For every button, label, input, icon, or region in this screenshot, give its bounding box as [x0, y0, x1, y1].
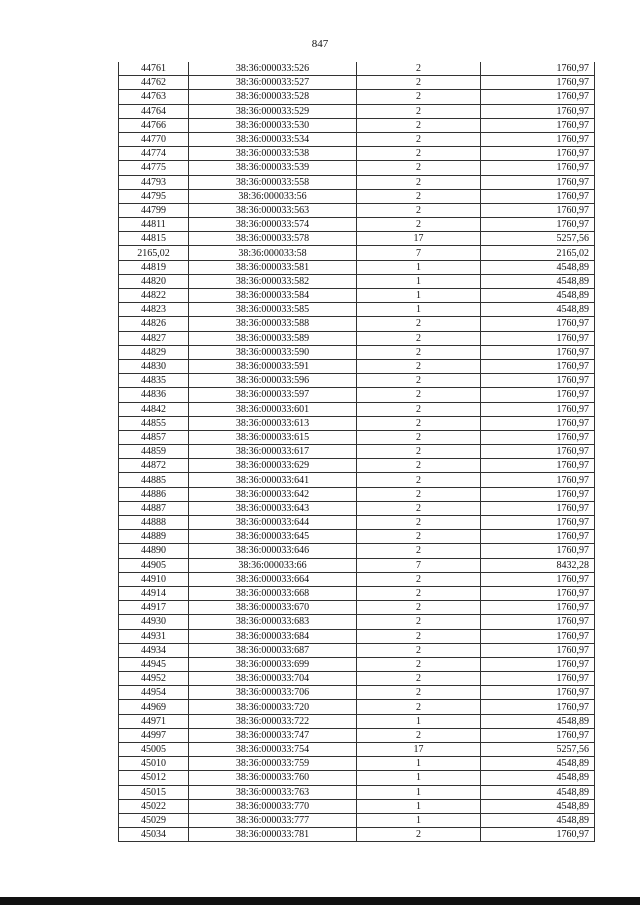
value-cell: 1760,97 — [481, 601, 595, 615]
table-row — [119, 445, 595, 459]
record-number-cell: 45015 — [119, 785, 189, 799]
count-cell: 2 — [357, 161, 481, 175]
value-cell: 1760,97 — [481, 657, 595, 671]
value-cell: 4548,89 — [481, 785, 595, 799]
record-number-cell: 44842 — [119, 402, 189, 416]
record-number-cell: 45005 — [119, 743, 189, 757]
table-row — [119, 686, 595, 700]
cadastral-number-cell: 38:36:000033:528 — [189, 90, 357, 104]
value-cell: 1760,97 — [481, 161, 595, 175]
table-row — [119, 572, 595, 586]
value-cell: 1760,97 — [481, 459, 595, 473]
value-cell: 1760,97 — [481, 586, 595, 600]
cadastral-number-cell: 38:36:000033:534 — [189, 132, 357, 146]
cadastral-number-cell: 38:36:000033:527 — [189, 76, 357, 90]
record-number-cell: 44764 — [119, 104, 189, 118]
count-cell: 1 — [357, 771, 481, 785]
value-cell: 1760,97 — [481, 430, 595, 444]
value-cell: 1760,97 — [481, 104, 595, 118]
cadastral-number-cell: 38:36:000033:643 — [189, 501, 357, 515]
record-number-cell: 44830 — [119, 359, 189, 373]
cadastral-number-cell: 38:36:000033:645 — [189, 530, 357, 544]
table-row — [119, 203, 595, 217]
cadastral-number-cell: 38:36:000033:777 — [189, 813, 357, 827]
value-cell: 1760,97 — [481, 147, 595, 161]
table-row — [119, 459, 595, 473]
value-cell: 1760,97 — [481, 445, 595, 459]
cadastral-number-cell: 38:36:000033:585 — [189, 303, 357, 317]
table-row — [119, 828, 595, 842]
value-cell: 1760,97 — [481, 572, 595, 586]
count-cell: 2 — [357, 402, 481, 416]
value-cell: 1760,97 — [481, 175, 595, 189]
table-row — [119, 175, 595, 189]
cadastral-number-cell: 38:36:000033:747 — [189, 728, 357, 742]
cadastral-number-cell: 38:36:000033:581 — [189, 260, 357, 274]
count-cell: 2 — [357, 203, 481, 217]
table-row — [119, 601, 595, 615]
count-cell: 1 — [357, 757, 481, 771]
value-cell: 1760,97 — [481, 672, 595, 686]
record-number-cell: 44945 — [119, 657, 189, 671]
record-number-cell: 44823 — [119, 303, 189, 317]
value-cell: 1760,97 — [481, 388, 595, 402]
cadastral-number-cell: 38:36:000033:641 — [189, 473, 357, 487]
cadastral-number-cell: 38:36:000033:578 — [189, 232, 357, 246]
table-row — [119, 813, 595, 827]
table-row — [119, 643, 595, 657]
count-cell: 2 — [357, 430, 481, 444]
value-cell: 1760,97 — [481, 544, 595, 558]
table-row — [119, 161, 595, 175]
table-row — [119, 289, 595, 303]
count-cell: 2 — [357, 104, 481, 118]
cadastral-number-cell: 38:36:000033:617 — [189, 445, 357, 459]
cadastral-number-cell: 38:36:000033:670 — [189, 601, 357, 615]
record-number-cell: 44914 — [119, 586, 189, 600]
record-number-cell: 44811 — [119, 218, 189, 232]
count-cell: 2 — [357, 359, 481, 373]
record-number-cell: 44770 — [119, 132, 189, 146]
value-cell: 1760,97 — [481, 416, 595, 430]
count-cell: 2 — [357, 601, 481, 615]
value-cell: 1760,97 — [481, 501, 595, 515]
cadastral-number-cell: 38:36:000033:704 — [189, 672, 357, 686]
table-row — [119, 232, 595, 246]
table-row — [119, 274, 595, 288]
count-cell: 2 — [357, 118, 481, 132]
value-cell: 8432,28 — [481, 558, 595, 572]
cadastral-number-cell: 38:36:000033:613 — [189, 416, 357, 430]
cadastral-number-cell: 38:36:000033:687 — [189, 643, 357, 657]
table-row — [119, 799, 595, 813]
table-row — [119, 345, 595, 359]
value-cell: 2165,02 — [481, 246, 595, 260]
table-row — [119, 260, 595, 274]
cadastral-number-cell: 38:36:000033:683 — [189, 615, 357, 629]
value-cell: 1760,97 — [481, 516, 595, 530]
cadastral-number-cell: 38:36:000033:56 — [189, 189, 357, 203]
count-cell: 2 — [357, 544, 481, 558]
cadastral-number-cell: 38:36:000033:699 — [189, 657, 357, 671]
record-number-cell: 44763 — [119, 90, 189, 104]
table-row — [119, 615, 595, 629]
record-number-cell: 44888 — [119, 516, 189, 530]
cadastral-number-cell: 38:36:000033:58 — [189, 246, 357, 260]
cadastral-number-cell: 38:36:000033:668 — [189, 586, 357, 600]
cadastral-number-cell: 38:36:000033:591 — [189, 359, 357, 373]
data-table-container — [118, 62, 594, 842]
count-cell: 2 — [357, 657, 481, 671]
record-number-cell: 45010 — [119, 757, 189, 771]
count-cell: 2 — [357, 445, 481, 459]
table-row — [119, 374, 595, 388]
value-cell: 4548,89 — [481, 274, 595, 288]
table-row — [119, 62, 595, 76]
count-cell: 2 — [357, 629, 481, 643]
table-row — [119, 757, 595, 771]
value-cell: 1760,97 — [481, 487, 595, 501]
table-row — [119, 402, 595, 416]
record-number-cell: 44822 — [119, 289, 189, 303]
count-cell: 2 — [357, 62, 481, 76]
record-number-cell: 44885 — [119, 473, 189, 487]
record-number-cell: 44930 — [119, 615, 189, 629]
value-cell: 1760,97 — [481, 473, 595, 487]
value-cell: 1760,97 — [481, 90, 595, 104]
count-cell: 1 — [357, 289, 481, 303]
cadastral-number-cell: 38:36:000033:615 — [189, 430, 357, 444]
table-row — [119, 90, 595, 104]
table-row — [119, 714, 595, 728]
count-cell: 2 — [357, 416, 481, 430]
record-number-cell: 44859 — [119, 445, 189, 459]
table-row — [119, 331, 595, 345]
count-cell: 2 — [357, 700, 481, 714]
record-number-cell: 44969 — [119, 700, 189, 714]
record-number-cell: 44835 — [119, 374, 189, 388]
record-number-cell: 44815 — [119, 232, 189, 246]
record-number-cell: 44855 — [119, 416, 189, 430]
record-number-cell: 44971 — [119, 714, 189, 728]
count-cell: 1 — [357, 303, 481, 317]
table-row — [119, 104, 595, 118]
value-cell: 1760,97 — [481, 203, 595, 217]
count-cell: 1 — [357, 785, 481, 799]
count-cell: 2 — [357, 132, 481, 146]
table-row — [119, 303, 595, 317]
cadastral-number-cell: 38:36:000033:754 — [189, 743, 357, 757]
cadastral-number-cell: 38:36:000033:706 — [189, 686, 357, 700]
record-number-cell: 44997 — [119, 728, 189, 742]
cadastral-number-cell: 38:36:000033:646 — [189, 544, 357, 558]
count-cell: 7 — [357, 246, 481, 260]
value-cell: 1760,97 — [481, 331, 595, 345]
count-cell: 2 — [357, 345, 481, 359]
record-number-cell: 45022 — [119, 799, 189, 813]
cadastral-number-cell: 38:36:000033:574 — [189, 218, 357, 232]
count-cell: 2 — [357, 828, 481, 842]
cadastral-number-cell: 38:36:000033:781 — [189, 828, 357, 842]
table-row — [119, 388, 595, 402]
value-cell: 5257,56 — [481, 232, 595, 246]
record-number-cell: 45012 — [119, 771, 189, 785]
table-row — [119, 657, 595, 671]
value-cell: 4548,89 — [481, 813, 595, 827]
value-cell: 4548,89 — [481, 799, 595, 813]
value-cell: 4548,89 — [481, 714, 595, 728]
cadastral-number-cell: 38:36:000033:629 — [189, 459, 357, 473]
cadastral-number-cell: 38:36:000033:597 — [189, 388, 357, 402]
table-row — [119, 700, 595, 714]
record-number-cell: 45034 — [119, 828, 189, 842]
record-number-cell: 44836 — [119, 388, 189, 402]
count-cell: 2 — [357, 189, 481, 203]
table-row — [119, 76, 595, 90]
cadastral-number-cell: 38:36:000033:539 — [189, 161, 357, 175]
record-number-cell: 44819 — [119, 260, 189, 274]
record-number-cell: 44931 — [119, 629, 189, 643]
record-number-cell: 44890 — [119, 544, 189, 558]
count-cell: 2 — [357, 459, 481, 473]
value-cell: 1760,97 — [481, 402, 595, 416]
count-cell: 2 — [357, 530, 481, 544]
cadastral-number-cell: 38:36:000033:760 — [189, 771, 357, 785]
cadastral-number-cell: 38:36:000033:759 — [189, 757, 357, 771]
cadastral-number-cell: 38:36:000033:763 — [189, 785, 357, 799]
value-cell: 5257,56 — [481, 743, 595, 757]
value-cell: 1760,97 — [481, 828, 595, 842]
record-number-cell: 45029 — [119, 813, 189, 827]
count-cell: 17 — [357, 232, 481, 246]
count-cell: 2 — [357, 175, 481, 189]
record-number-cell: 44917 — [119, 601, 189, 615]
value-cell: 1760,97 — [481, 686, 595, 700]
scan-edge-bar — [0, 897, 640, 905]
table-row — [119, 501, 595, 515]
cadastral-number-cell: 38:36:000033:563 — [189, 203, 357, 217]
value-cell: 1760,97 — [481, 643, 595, 657]
record-number-cell: 2165,02 — [119, 246, 189, 260]
count-cell: 2 — [357, 147, 481, 161]
count-cell: 1 — [357, 799, 481, 813]
count-cell: 2 — [357, 374, 481, 388]
record-number-cell: 44774 — [119, 147, 189, 161]
count-cell: 2 — [357, 686, 481, 700]
table-row — [119, 118, 595, 132]
record-number-cell: 44793 — [119, 175, 189, 189]
cadastral-number-cell: 38:36:000033:722 — [189, 714, 357, 728]
count-cell: 2 — [357, 218, 481, 232]
cadastral-number-cell: 38:36:000033:601 — [189, 402, 357, 416]
value-cell: 1760,97 — [481, 629, 595, 643]
count-cell: 2 — [357, 728, 481, 742]
value-cell: 4548,89 — [481, 303, 595, 317]
value-cell: 1760,97 — [481, 317, 595, 331]
table-row — [119, 728, 595, 742]
cadastral-number-cell: 38:36:000033:642 — [189, 487, 357, 501]
record-number-cell: 44829 — [119, 345, 189, 359]
count-cell: 1 — [357, 260, 481, 274]
record-number-cell: 44857 — [119, 430, 189, 444]
count-cell: 2 — [357, 331, 481, 345]
value-cell: 1760,97 — [481, 374, 595, 388]
table-row — [119, 430, 595, 444]
table-row — [119, 473, 595, 487]
table-row — [119, 530, 595, 544]
count-cell: 2 — [357, 487, 481, 501]
value-cell: 1760,97 — [481, 62, 595, 76]
record-number-cell: 44827 — [119, 331, 189, 345]
count-cell: 2 — [357, 76, 481, 90]
record-number-cell: 44795 — [119, 189, 189, 203]
cadastral-number-cell: 38:36:000033:589 — [189, 331, 357, 345]
count-cell: 2 — [357, 516, 481, 530]
record-number-cell: 44887 — [119, 501, 189, 515]
table-row — [119, 218, 595, 232]
cadastral-number-cell: 38:36:000033:584 — [189, 289, 357, 303]
count-cell: 2 — [357, 317, 481, 331]
table-body — [119, 62, 595, 842]
cadastral-number-cell: 38:36:000033:582 — [189, 274, 357, 288]
data-table — [118, 62, 595, 842]
cadastral-number-cell: 38:36:000033:770 — [189, 799, 357, 813]
cadastral-number-cell: 38:36:000033:529 — [189, 104, 357, 118]
value-cell: 1760,97 — [481, 132, 595, 146]
cadastral-number-cell: 38:36:000033:588 — [189, 317, 357, 331]
cadastral-number-cell: 38:36:000033:558 — [189, 175, 357, 189]
table-row — [119, 516, 595, 530]
table-row — [119, 189, 595, 203]
table-row — [119, 672, 595, 686]
count-cell: 2 — [357, 572, 481, 586]
value-cell: 1760,97 — [481, 530, 595, 544]
record-number-cell: 44799 — [119, 203, 189, 217]
count-cell: 1 — [357, 274, 481, 288]
table-row — [119, 416, 595, 430]
table-row — [119, 317, 595, 331]
table-row — [119, 586, 595, 600]
value-cell: 4548,89 — [481, 260, 595, 274]
table-row — [119, 246, 595, 260]
value-cell: 1760,97 — [481, 218, 595, 232]
value-cell: 1760,97 — [481, 359, 595, 373]
value-cell: 1760,97 — [481, 700, 595, 714]
count-cell: 2 — [357, 615, 481, 629]
record-number-cell: 44886 — [119, 487, 189, 501]
page-number: 847 — [311, 38, 329, 50]
value-cell: 1760,97 — [481, 345, 595, 359]
value-cell: 1760,97 — [481, 615, 595, 629]
record-number-cell: 44905 — [119, 558, 189, 572]
value-cell: 1760,97 — [481, 118, 595, 132]
record-number-cell: 44820 — [119, 274, 189, 288]
cadastral-number-cell: 38:36:000033:664 — [189, 572, 357, 586]
count-cell: 2 — [357, 90, 481, 104]
record-number-cell: 44761 — [119, 62, 189, 76]
count-cell: 2 — [357, 672, 481, 686]
record-number-cell: 44872 — [119, 459, 189, 473]
value-cell: 4548,89 — [481, 289, 595, 303]
table-row — [119, 359, 595, 373]
value-cell: 1760,97 — [481, 728, 595, 742]
count-cell: 2 — [357, 586, 481, 600]
table-row — [119, 785, 595, 799]
cadastral-number-cell: 38:36:000033:596 — [189, 374, 357, 388]
count-cell: 2 — [357, 473, 481, 487]
record-number-cell: 44934 — [119, 643, 189, 657]
value-cell: 1760,97 — [481, 76, 595, 90]
table-row — [119, 487, 595, 501]
table-row — [119, 743, 595, 757]
value-cell: 1760,97 — [481, 189, 595, 203]
table-row — [119, 629, 595, 643]
value-cell: 4548,89 — [481, 757, 595, 771]
cadastral-number-cell: 38:36:000033:720 — [189, 700, 357, 714]
record-number-cell: 44952 — [119, 672, 189, 686]
cadastral-number-cell: 38:36:000033:530 — [189, 118, 357, 132]
table-row — [119, 147, 595, 161]
table-row — [119, 544, 595, 558]
count-cell: 1 — [357, 813, 481, 827]
cadastral-number-cell: 38:36:000033:538 — [189, 147, 357, 161]
count-cell: 2 — [357, 643, 481, 657]
count-cell: 2 — [357, 388, 481, 402]
cadastral-number-cell: 38:36:000033:684 — [189, 629, 357, 643]
count-cell: 7 — [357, 558, 481, 572]
cadastral-number-cell: 38:36:000033:66 — [189, 558, 357, 572]
record-number-cell: 44954 — [119, 686, 189, 700]
table-row — [119, 132, 595, 146]
table-row — [119, 558, 595, 572]
record-number-cell: 44762 — [119, 76, 189, 90]
count-cell: 17 — [357, 743, 481, 757]
cadastral-number-cell: 38:36:000033:526 — [189, 62, 357, 76]
record-number-cell: 44889 — [119, 530, 189, 544]
count-cell: 1 — [357, 714, 481, 728]
record-number-cell: 44775 — [119, 161, 189, 175]
cadastral-number-cell: 38:36:000033:590 — [189, 345, 357, 359]
table-row — [119, 771, 595, 785]
count-cell: 2 — [357, 501, 481, 515]
cadastral-number-cell: 38:36:000033:644 — [189, 516, 357, 530]
record-number-cell: 44826 — [119, 317, 189, 331]
record-number-cell: 44766 — [119, 118, 189, 132]
record-number-cell: 44910 — [119, 572, 189, 586]
value-cell: 4548,89 — [481, 771, 595, 785]
